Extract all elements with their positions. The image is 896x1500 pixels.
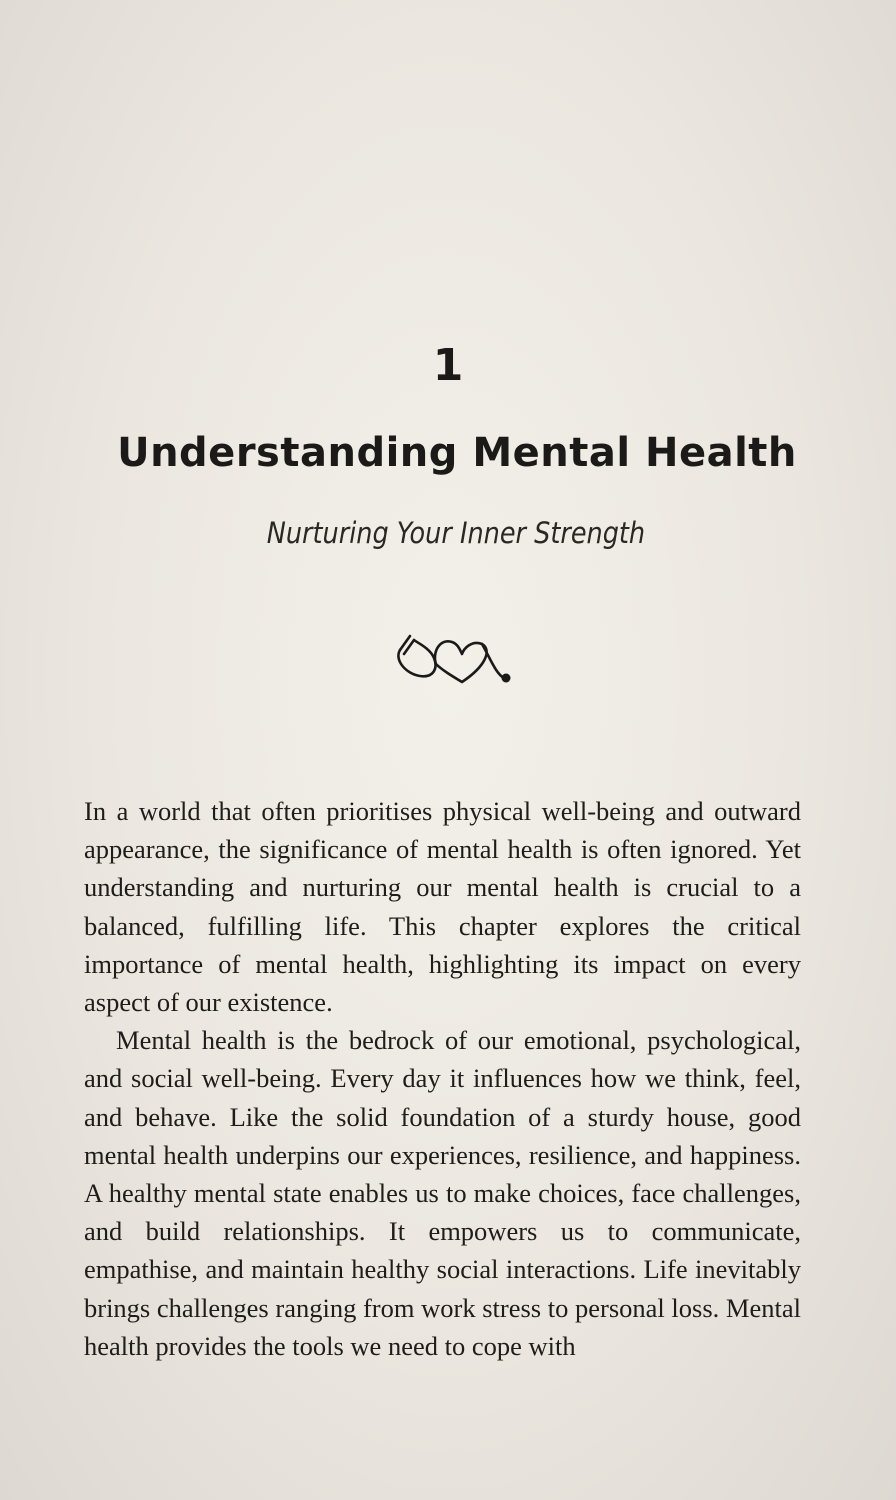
paragraph-2: Mental health is the bedrock of our emotional, psychological, and social well-being. Every day it influences how we think, feel, and behave. Like the solid foundation of a sturdy house, good mental health underpins our experiences, resilience, and happiness. A healthy mental state enables us to make choices, face challenges, and build relationships. It empowers us to communicate, empathise, and maintain healthy social interactions. Life inevitably brings challenges ranging from work stress to personal loss. Mental health provides the tools we need to cope with <box>84 1025 801 1361</box>
body-text <box>84 792 801 1365</box>
chapter-number: 1 <box>432 340 464 391</box>
chapter-title: Understanding Mental Health <box>117 430 797 476</box>
paragraph-1: In a world that often prioritises physical well-being and outward appearance, the significance of mental health is often ignored. Yet understanding and nurturing our mental health is crucial to a balanced, fulfilling life. This chapter explores the critical importance of mental health, highlighting its impact on every aspect of our existence. <box>84 796 801 1018</box>
stethoscope-heart-icon <box>392 628 522 690</box>
chestpiece-dot <box>502 674 511 683</box>
chapter-subtitle: Nurturing Your Inner Strength <box>266 516 646 550</box>
